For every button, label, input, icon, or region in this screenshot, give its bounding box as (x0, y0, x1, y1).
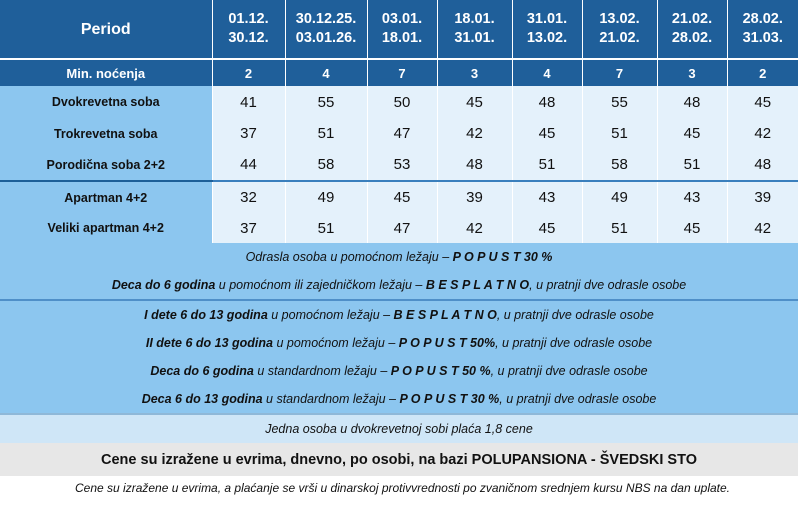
price-cell: 53 (367, 149, 437, 181)
price-cell: 37 (212, 118, 285, 149)
note-text: , u pratnji dve odrasle osobe (499, 392, 657, 406)
price-cell: 49 (582, 181, 657, 213)
period-from: 01.12. (228, 11, 269, 27)
period-from: 21.02. (671, 11, 713, 27)
note-row (0, 357, 798, 385)
room-label: Porodična soba 2+2 (0, 149, 212, 181)
note-text: u pomoćnom ležaju – (272, 336, 399, 350)
price-cell: 55 (582, 86, 657, 118)
price-cell: 32 (212, 181, 285, 213)
note-cell (0, 243, 798, 271)
note-text: u standardnom ležaju – (253, 364, 391, 378)
price-cell: 41 (212, 86, 285, 118)
note-emphasis: B E S P L A T N O (393, 308, 497, 322)
period-cell (512, 0, 582, 59)
room-row (0, 86, 798, 118)
note-emphasis: Deca do 6 godina (150, 364, 254, 378)
note-emphasis: Deca 6 do 13 godina (141, 392, 263, 406)
price-cell: 39 (437, 181, 512, 213)
price-cell: 58 (582, 149, 657, 181)
price-cell: 43 (657, 181, 727, 213)
note-cell (0, 271, 798, 300)
min-nights-value: 3 (437, 59, 512, 86)
note-emphasis: P O P U S T 30 % (452, 250, 553, 264)
price-cell: 51 (512, 149, 582, 181)
room-row (0, 149, 798, 181)
price-cell: 58 (285, 149, 367, 181)
min-nights-row (0, 59, 798, 86)
note-row (0, 414, 798, 443)
note-emphasis: B E S P L A T N O (425, 278, 530, 292)
period-from: 03.01. (381, 11, 423, 27)
note-text: u pomoćnom ležaju – (267, 308, 394, 322)
period-cell (212, 0, 285, 59)
price-cell: 42 (437, 213, 512, 243)
price-cell: 42 (727, 213, 798, 243)
note-emphasis: II dete 6 do 13 godina (145, 336, 273, 350)
note-row (0, 329, 798, 357)
period-cell (285, 0, 367, 59)
note-emphasis: Deca do 6 godina (111, 278, 216, 292)
period-from: 31.01. (526, 11, 568, 27)
period-from: 13.02. (599, 11, 640, 27)
price-cell: 51 (285, 213, 367, 243)
price-cell: 51 (657, 149, 727, 181)
note-text: , u pratnji dve odrasle osobe (490, 364, 648, 378)
min-nights-value: 2 (727, 59, 798, 86)
period-to: 31.01. (454, 30, 495, 46)
period-to: 31.03. (742, 30, 783, 46)
note-cell: Jedna osoba u dvokrevetnoj sobi plaća 1,8 cene (0, 414, 798, 443)
min-nights-label: Min. noćenja (0, 59, 212, 86)
price-cell: 48 (727, 149, 798, 181)
note-row (0, 300, 798, 329)
room-label: Dvokrevetna soba (0, 86, 212, 118)
period-to: 28.02. (671, 30, 713, 46)
note-cell (0, 300, 798, 329)
period-from: 28.02. (742, 11, 783, 27)
price-cell: 48 (512, 86, 582, 118)
min-nights-value: 7 (582, 59, 657, 86)
price-cell: 47 (367, 118, 437, 149)
note-text: , u pratnji dve odrasle osobe (496, 308, 654, 322)
price-cell: 55 (285, 86, 367, 118)
note-text: , u pratnji dve odrasle osobe (495, 336, 653, 350)
price-cell: 49 (285, 181, 367, 213)
price-cell: 48 (657, 86, 727, 118)
price-cell: 42 (437, 118, 512, 149)
price-cell: 50 (367, 86, 437, 118)
room-row (0, 181, 798, 213)
note-row (0, 271, 798, 300)
period-cell (437, 0, 512, 59)
room-label: Veliki apartman 4+2 (0, 213, 212, 243)
period-from: 18.01. (454, 11, 495, 27)
note-row (0, 243, 798, 271)
period-cell (727, 0, 798, 59)
price-cell: 51 (582, 118, 657, 149)
note-text: , u pratnji dve odrasle osobe (529, 278, 687, 292)
price-cell: 45 (657, 118, 727, 149)
period-label: Period (0, 0, 212, 59)
room-label: Trokrevetna soba (0, 118, 212, 149)
note-cell (0, 385, 798, 414)
room-row (0, 118, 798, 149)
note-cell (0, 357, 798, 385)
price-cell: 42 (727, 118, 798, 149)
note-text: Odrasla osoba u pomoćnom ležaju – (245, 250, 453, 264)
period-to: 03.01.26. (295, 30, 357, 46)
price-cell: 48 (437, 149, 512, 181)
note-emphasis: I dete 6 do 13 godina (144, 308, 268, 322)
period-cell (657, 0, 727, 59)
price-cell: 45 (367, 181, 437, 213)
note-text: u pomoćnom ili zajedničkom ležaju – (215, 278, 426, 292)
price-cell: 51 (285, 118, 367, 149)
min-nights-value: 2 (212, 59, 285, 86)
price-cell: 45 (512, 213, 582, 243)
room-row (0, 213, 798, 243)
period-from: 30.12.25. (295, 11, 357, 27)
period-cell (582, 0, 657, 59)
price-cell: 45 (727, 86, 798, 118)
price-cell: 45 (512, 118, 582, 149)
note-text: u standardnom ležaju – (262, 392, 400, 406)
min-nights-value: 4 (512, 59, 582, 86)
note-emphasis: P O P U S T 30 % (399, 392, 500, 406)
price-cell: 44 (212, 149, 285, 181)
min-nights-value: 3 (657, 59, 727, 86)
price-cell: 43 (512, 181, 582, 213)
price-cell: 45 (657, 213, 727, 243)
period-header-row (0, 0, 798, 59)
period-cell (367, 0, 437, 59)
period-to: 13.02. (526, 30, 568, 46)
price-cell: 47 (367, 213, 437, 243)
period-to: 18.01. (381, 30, 423, 46)
summary-text: Cene su izražene u evrima, dnevno, po osobi, na bazi POLUPANSIONA - ŠVEDSKI STO (0, 443, 798, 476)
price-cell: 37 (212, 213, 285, 243)
note-row (0, 385, 798, 414)
min-nights-value: 7 (367, 59, 437, 86)
period-to: 21.02. (599, 30, 640, 46)
price-cell: 51 (582, 213, 657, 243)
note-emphasis: P O P U S T 50 % (390, 364, 491, 378)
price-cell: 45 (437, 86, 512, 118)
summary-row (0, 443, 798, 476)
room-label: Apartman 4+2 (0, 181, 212, 213)
period-to: 30.12. (228, 30, 269, 46)
price-cell: 39 (727, 181, 798, 213)
note-cell (0, 329, 798, 357)
note-emphasis: P O P U S T 50% (398, 336, 496, 350)
footnote: Cene su izražene u evrima, a plaćanje se vrši u dinarskoj protivvrednosti po zvaničnom srednjem kursu NBS na dan uplate. (75, 481, 730, 495)
min-nights-value: 4 (285, 59, 367, 86)
